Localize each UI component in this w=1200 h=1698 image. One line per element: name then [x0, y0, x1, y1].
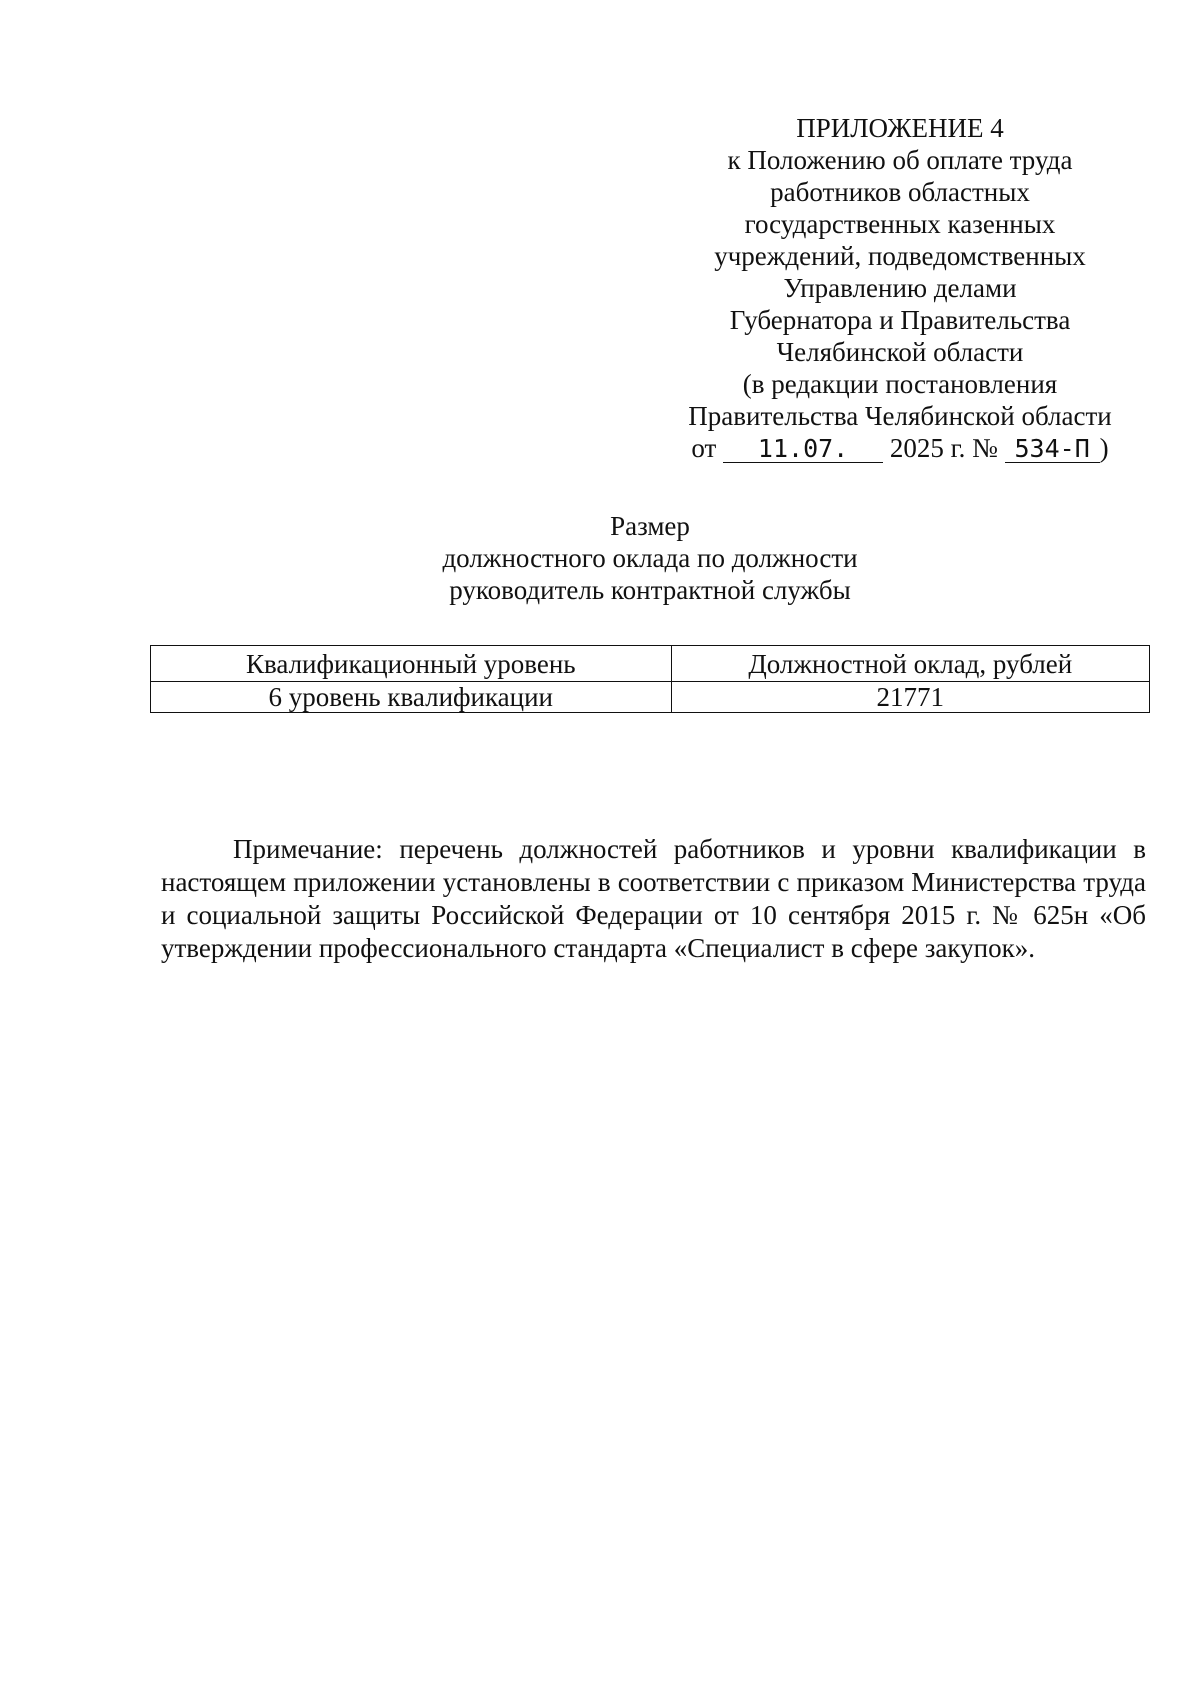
- cell-salary: 21771: [671, 682, 1149, 713]
- appendix-line: Правительства Челябинской области: [688, 401, 1112, 431]
- edition-suffix: ): [1099, 433, 1109, 463]
- edition-number-fill: 534-П: [1005, 436, 1100, 463]
- edition-year: 2025 г. №: [889, 433, 998, 463]
- note-paragraph: Примечание: перечень должностей работников и уровни квалификации в настоящем приложении установлены в соответствии с приказом Министерства труда и социальной защиты Российской Федерации от 10 сентября 2015 г. № 625н «Об утверждении профессионального стандарта «Специалист в сфере закупок».: [161, 834, 1146, 963]
- appendix-line: Челябинской области: [776, 337, 1024, 367]
- appendix-line: (в редакции постановления: [742, 369, 1058, 399]
- appendix-title: ПРИЛОЖЕНИЕ 4: [796, 113, 1004, 143]
- salary-table: [150, 645, 1150, 713]
- edition-line: [640, 432, 1160, 464]
- table-row: [151, 682, 1150, 713]
- appendix-line: Губернатора и Правительства: [729, 305, 1071, 335]
- document-title: [150, 510, 1150, 606]
- title-line: должностного оклада по должности: [442, 543, 858, 573]
- title-line: Размер: [610, 511, 690, 541]
- cell-qualification-level: 6 уровень квалификации: [151, 682, 672, 713]
- appendix-line: работников областных: [770, 177, 1030, 207]
- title-line: руководитель контрактной службы: [449, 575, 851, 605]
- appendix-line: государственных казенных: [744, 209, 1056, 239]
- appendix-line: Управлению делами: [783, 273, 1017, 303]
- edition-prefix: от: [691, 433, 717, 463]
- appendix-line: к Положению об оплате труда: [727, 145, 1073, 175]
- table-header-row: [151, 646, 1150, 682]
- appendix-header: [640, 112, 1160, 464]
- appendix-line: учреждений, подведомственных: [714, 241, 1086, 271]
- header-salary: Должностной оклад, рублей: [671, 646, 1149, 682]
- edition-date-fill: 11.07.: [723, 436, 883, 463]
- header-qualification-level: Квалификационный уровень: [151, 646, 672, 682]
